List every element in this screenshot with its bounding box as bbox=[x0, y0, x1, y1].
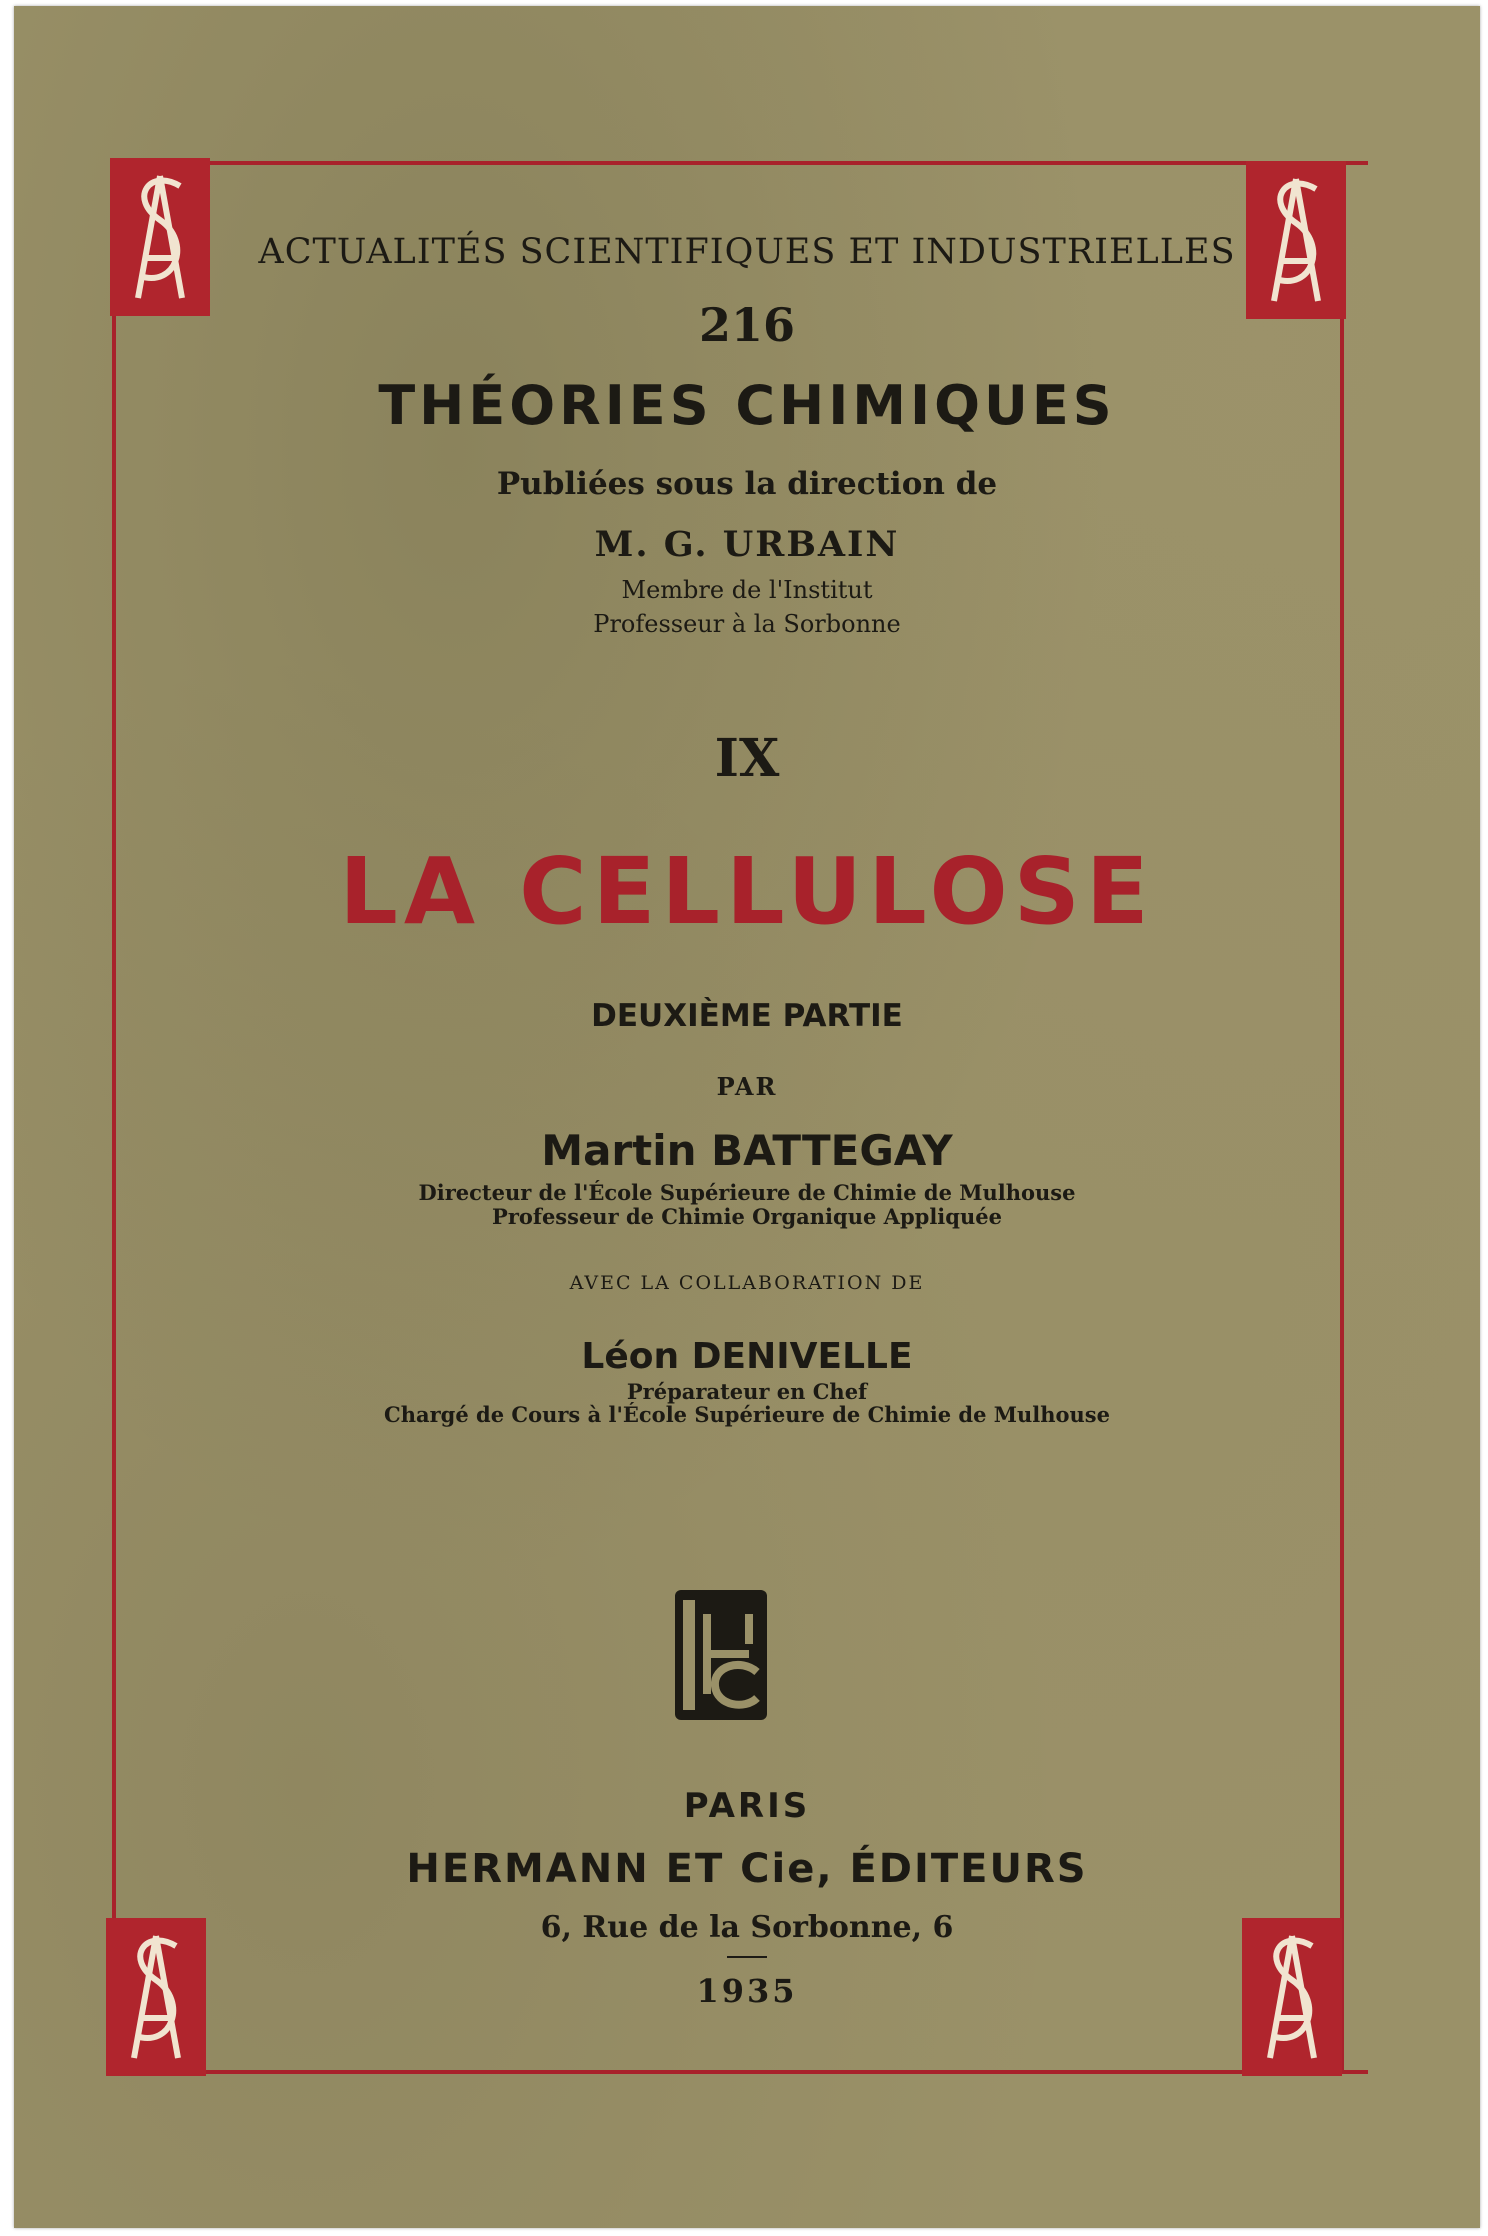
series-number: 216 bbox=[698, 298, 796, 352]
year-divider bbox=[727, 1956, 767, 1958]
collaborator-name: Léon DENIVELLE bbox=[581, 1336, 913, 1377]
frame-bottom-line bbox=[114, 2070, 1368, 2074]
publisher-address: 6, Rue de la Sorbonne, 6 bbox=[540, 1910, 954, 1945]
collaborator-title-2: Chargé de Cours à l'École Supérieure de Chimie de Mulhouse bbox=[384, 1402, 1110, 1427]
series-title: ACTUALITÉS SCIENTIFIQUES ET INDUSTRIELLES bbox=[258, 232, 1236, 272]
author-title-2: Professeur de Chimie Organique Appliquée bbox=[492, 1204, 1002, 1229]
by-label: PAR bbox=[716, 1072, 778, 1101]
publication-year: 1935 bbox=[696, 1972, 798, 2010]
volume-number: IX bbox=[714, 728, 780, 789]
publisher-name: HERMANN ET Cie, ÉDITEURS bbox=[406, 1846, 1088, 1892]
collaborator-title-1: Préparateur en Chef bbox=[626, 1379, 868, 1404]
collection-title: THÉORIES CHIMIQUES bbox=[378, 374, 1116, 437]
author-title-1: Directeur de l'École Supérieure de Chimie de Mulhouse bbox=[418, 1180, 1076, 1205]
author-name: Martin BATTEGAY bbox=[541, 1126, 953, 1175]
editor-title-1: Membre de l'Institut bbox=[621, 576, 873, 604]
frame-top-line bbox=[114, 161, 1368, 165]
publisher-logo bbox=[671, 1584, 773, 1724]
part-label: DEUXIÈME PARTIE bbox=[591, 998, 903, 1034]
book-title: LA CELLULOSE bbox=[339, 838, 1155, 945]
hc-monogram-icon bbox=[671, 1584, 773, 1724]
direction-intro: Publiées sous la direction de bbox=[496, 466, 998, 502]
collaboration-intro: AVEC LA COLLABORATION DE bbox=[569, 1272, 925, 1294]
book-cover bbox=[14, 6, 1480, 2228]
publisher-city: PARIS bbox=[683, 1786, 811, 1826]
editor-name: M. G. URBAIN bbox=[594, 524, 900, 565]
editor-title-2: Professeur à la Sorbonne bbox=[593, 610, 901, 638]
